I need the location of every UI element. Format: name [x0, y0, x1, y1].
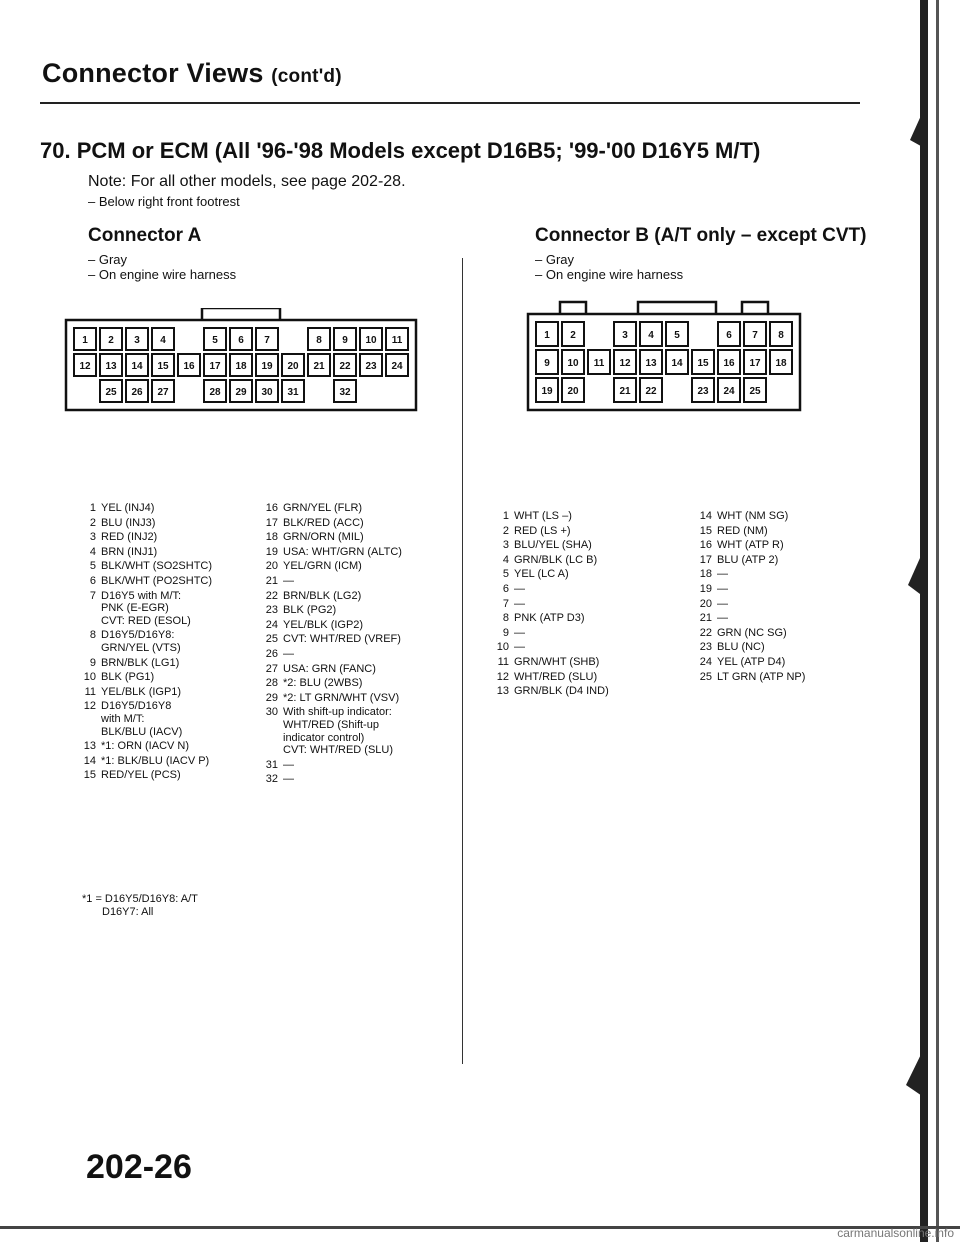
- pin-description: GRN/YEL (FLR): [283, 502, 363, 514]
- pin-label: 25: [749, 386, 761, 397]
- pin-number: 24: [265, 618, 278, 631]
- pin-description: —: [514, 641, 525, 654]
- pin-number: 11: [497, 655, 509, 668]
- pin-description: BRN (INJ1): [101, 545, 158, 558]
- footnote-line-1: *1 = D16Y5/D16Y8: A/T: [82, 893, 198, 905]
- pin-number: 8: [502, 612, 509, 625]
- footnote: [82, 893, 198, 919]
- pin-row: [489, 539, 679, 552]
- pin-number: 17: [265, 516, 278, 529]
- pin-row: [489, 671, 679, 684]
- pin-label: 1: [82, 335, 88, 346]
- pin-label: 30: [261, 387, 273, 398]
- pin-number: 7: [89, 589, 96, 602]
- pin-number: 9: [89, 656, 96, 669]
- pin-row: [692, 510, 882, 523]
- pin-description: GRN (NC SG): [717, 626, 787, 639]
- binding-marks-graphic: [880, 0, 960, 1242]
- pin-description: YEL/BLK (IGP1): [101, 685, 182, 698]
- pin-row: [489, 583, 679, 596]
- connector-a-title: Connector A: [88, 225, 202, 246]
- pin-description: D16Y5/D16Y8: GRN/YEL (VTS): [101, 629, 181, 654]
- connector-a-face-diagram: [50, 308, 450, 413]
- pin-number: 31: [265, 758, 278, 771]
- pin-row: [258, 706, 458, 756]
- pin-row: [258, 677, 458, 690]
- pin-label: 3: [134, 335, 140, 346]
- pin-number: 28: [265, 677, 278, 690]
- pin-number: 2: [502, 524, 509, 537]
- pin-row: [76, 657, 272, 670]
- pin-description: *2: BLU (2WBS): [283, 677, 363, 690]
- column-divider: [462, 258, 463, 1064]
- pin-label: 25: [105, 387, 117, 398]
- pin-number: 21: [699, 612, 712, 625]
- pin-row: [258, 517, 458, 530]
- pin-row: [76, 502, 272, 515]
- pin-description: WHT/RED (SLU): [514, 670, 598, 683]
- pin-number: 18: [699, 568, 712, 581]
- pin-label: 9: [544, 358, 550, 369]
- pin-description: —: [717, 568, 728, 581]
- pin-number: 12: [83, 700, 96, 713]
- pin-label: 3: [622, 330, 628, 341]
- connector-lock-tab: [638, 302, 716, 314]
- pin-label: 16: [183, 361, 195, 372]
- pin-row: [76, 531, 272, 544]
- pin-description: GRN/BLK (LC B): [514, 553, 598, 566]
- pin-description: USA: GRN (FANC): [283, 662, 376, 675]
- connector-a-pin-list-left: [76, 502, 272, 782]
- pin-row: [258, 619, 458, 632]
- pin-description: USA: WHT/GRN (ALTC): [283, 545, 402, 558]
- pin-label: 14: [671, 358, 683, 369]
- pin-label: 17: [749, 358, 761, 369]
- pin-number: 26: [265, 647, 278, 660]
- pin-number: 14: [83, 754, 96, 767]
- pin-description: YEL/BLK (IGP2): [283, 618, 364, 631]
- footnote-line-2: D16Y7: All: [102, 906, 154, 918]
- pin-label: 4: [648, 330, 654, 341]
- connector-a-harness: – On engine wire harness: [88, 267, 237, 282]
- pin-number: 5: [502, 568, 509, 581]
- pin-description: WHT (NM SG): [717, 510, 789, 522]
- pin-number: 25: [265, 633, 278, 646]
- pin-row: [692, 525, 882, 538]
- pin-row: [76, 700, 272, 738]
- pin-description: BLK/WHT (PO2SHTC): [101, 574, 213, 587]
- pin-description: WHT (LS –): [514, 510, 572, 522]
- pin-number: 5: [89, 560, 96, 573]
- pin-number: 2: [89, 516, 96, 529]
- pin-label: 19: [261, 361, 273, 372]
- pin-description: RED/YEL (PCS): [101, 769, 181, 782]
- pin-description: YEL (ATP D4): [717, 655, 786, 668]
- pin-description: YEL (LC A): [514, 568, 569, 581]
- pin-label: 26: [131, 387, 143, 398]
- pin-number: 22: [265, 589, 278, 602]
- pin-number: 10: [496, 641, 509, 654]
- pin-label: 31: [287, 387, 299, 398]
- pin-row: [692, 641, 882, 654]
- pin-label: 1: [544, 330, 550, 341]
- pin-number: 3: [89, 531, 96, 544]
- pin-description: BLK (PG1): [101, 671, 155, 684]
- pin-label: 27: [157, 387, 169, 398]
- pin-row: [258, 590, 458, 603]
- pin-number: 15: [699, 524, 712, 537]
- binding-tab-1: [910, 100, 928, 150]
- connector-b-title: Connector B (A/T only – except CVT): [535, 225, 867, 246]
- pin-number: 19: [699, 582, 712, 595]
- pin-row: [692, 656, 882, 669]
- pin-row: [489, 554, 679, 567]
- pin-row: [258, 692, 458, 705]
- pin-number: 15: [83, 769, 96, 782]
- pin-row: [258, 502, 458, 515]
- pin-row: [258, 546, 458, 559]
- pin-number: 4: [89, 545, 96, 558]
- pin-label: 10: [567, 358, 579, 369]
- connector-lock-tab: [742, 302, 768, 314]
- connector-b-pin-list-right: [692, 510, 882, 683]
- connector-a-pin-list-right: [258, 502, 458, 786]
- connector-b-face-diagram: [520, 300, 860, 412]
- pin-number: 19: [265, 545, 278, 558]
- pin-row: [692, 539, 882, 552]
- pin-label: 9: [342, 335, 348, 346]
- pin-row: [489, 525, 679, 538]
- pin-description: WHT (ATP R): [717, 539, 784, 552]
- binding-edge: [936, 0, 939, 1242]
- pin-number: 12: [496, 670, 509, 683]
- connector-a-color: – Gray: [88, 252, 128, 267]
- pin-label: 2: [570, 330, 576, 341]
- pin-description: RED (NM): [717, 524, 768, 537]
- connector-b-color: – Gray: [535, 252, 575, 267]
- pin-row: [258, 531, 458, 544]
- pin-description: D16Y5 with M/T: PNK (E-EGR) CVT: RED (ESOL): [101, 589, 191, 627]
- pin-description: With shift-up indicator: WHT/RED (Shift-up indicator control) CVT: WHT/RED (SLU): [283, 706, 393, 757]
- pin-number: 16: [699, 539, 712, 552]
- pin-label: 7: [752, 330, 758, 341]
- pin-row: [489, 510, 679, 523]
- pin-description: GRN/WHT (SHB): [514, 655, 600, 668]
- pin-number: 21: [265, 574, 278, 587]
- pin-description: BLU (ATP 2): [717, 553, 779, 566]
- pin-row: [489, 641, 679, 654]
- pin-number: 3: [502, 539, 509, 552]
- pin-label: 12: [619, 358, 631, 369]
- pin-label: 15: [697, 358, 709, 369]
- pin-description: BLU/YEL (SHA): [514, 539, 592, 552]
- pin-number: 30: [265, 706, 278, 719]
- pin-row: [76, 769, 272, 782]
- pin-description: YEL (INJ4): [101, 502, 155, 514]
- pin-row: [692, 627, 882, 640]
- pin-row: [258, 759, 458, 772]
- pin-description: —: [717, 582, 728, 595]
- pin-description: CVT: WHT/RED (VREF): [283, 633, 401, 646]
- pin-label: 23: [365, 361, 377, 372]
- pin-row: [692, 671, 882, 684]
- pin-number: 1: [89, 502, 96, 514]
- connector-lock-tab: [202, 308, 280, 320]
- pin-label: 16: [723, 358, 735, 369]
- pin-description: D16Y5/D16Y8 with M/T: BLK/BLU (IACV): [101, 700, 183, 738]
- pin-label: 29: [235, 387, 247, 398]
- pin-row: [489, 568, 679, 581]
- pin-label: 2: [108, 335, 114, 346]
- page-title: [42, 58, 342, 89]
- connector-b-harness: – On engine wire harness: [535, 267, 684, 282]
- pin-description: GRN/BLK (D4 IND): [514, 685, 609, 698]
- pin-label: 5: [212, 335, 218, 346]
- pin-row: [76, 560, 272, 573]
- pin-description: GRN/ORN (MIL): [283, 531, 364, 544]
- pin-number: 20: [265, 560, 278, 573]
- pin-label: 5: [674, 330, 680, 341]
- pin-number: 13: [496, 685, 509, 698]
- pin-row: [258, 663, 458, 676]
- pin-row: [258, 773, 458, 786]
- pin-number: 25: [699, 670, 712, 683]
- pin-label: 24: [391, 361, 403, 372]
- pin-row: [258, 648, 458, 661]
- pin-row: [76, 629, 272, 654]
- pin-label: 21: [619, 386, 631, 397]
- pin-number: 14: [699, 510, 712, 522]
- pin-number: 7: [502, 597, 509, 610]
- pin-label: 8: [778, 330, 784, 341]
- pin-row: [489, 656, 679, 669]
- pin-label: 6: [238, 335, 244, 346]
- binding-tab-2: [908, 540, 928, 600]
- pin-label: 8: [316, 335, 322, 346]
- pin-number: 8: [89, 629, 96, 642]
- connector-lock-tab: [560, 302, 586, 314]
- pin-description: —: [283, 773, 294, 786]
- pin-description: BRN/BLK (LG1): [101, 656, 180, 669]
- pin-description: —: [283, 574, 294, 587]
- pin-description: YEL/GRN (ICM): [283, 560, 362, 573]
- pin-description: *1: BLK/BLU (IACV P): [101, 754, 210, 767]
- pin-label: 14: [131, 361, 143, 372]
- pin-description: PNK (ATP D3): [514, 612, 585, 625]
- pin-number: 4: [502, 553, 509, 566]
- pin-row: [692, 568, 882, 581]
- pin-label: 28: [209, 387, 221, 398]
- pin-description: —: [514, 597, 525, 610]
- page-title-main: Connector Views: [42, 58, 264, 88]
- pin-row: [258, 560, 458, 573]
- page-number: 202-26: [86, 1148, 192, 1186]
- pin-description: —: [283, 647, 294, 660]
- pin-label: 15: [157, 361, 169, 372]
- pin-description: —: [514, 626, 525, 639]
- pin-row: [692, 583, 882, 596]
- pin-number: 23: [699, 641, 712, 654]
- pin-number: 32: [265, 773, 278, 786]
- section-note: Note: For all other models, see page 202-28.: [88, 173, 406, 190]
- pin-description: BLU (NC): [717, 641, 765, 654]
- connector-b-details: [535, 252, 683, 282]
- pin-row: [258, 633, 458, 646]
- pin-row: [76, 686, 272, 699]
- pin-label: 20: [287, 361, 299, 372]
- pin-description: —: [717, 597, 728, 610]
- pin-number: 18: [265, 531, 278, 544]
- pin-row: [76, 590, 272, 628]
- pin-description: BLK/WHT (SO2SHTC): [101, 560, 213, 573]
- pin-row: [489, 627, 679, 640]
- header-rule: [40, 102, 860, 104]
- pin-number: 29: [265, 691, 278, 704]
- pin-number: 1: [502, 510, 509, 522]
- pin-description: BRN/BLK (LG2): [283, 589, 362, 602]
- pin-number: 17: [699, 553, 712, 566]
- pin-label: 20: [567, 386, 579, 397]
- pin-label: 17: [209, 361, 221, 372]
- pin-label: 24: [723, 386, 735, 397]
- pin-number: 16: [265, 502, 278, 514]
- pin-row: [76, 517, 272, 530]
- pin-description: BLU (INJ3): [101, 516, 156, 529]
- pin-row: [76, 575, 272, 588]
- binding-tab-3: [906, 1040, 928, 1100]
- pin-label: 12: [79, 361, 91, 372]
- pin-label: 4: [160, 335, 166, 346]
- pin-row: [489, 685, 679, 698]
- pin-number: 20: [699, 597, 712, 610]
- pin-row: [76, 740, 272, 753]
- pin-label: 6: [726, 330, 732, 341]
- pin-row: [692, 554, 882, 567]
- pin-number: 13: [83, 740, 96, 753]
- pin-description: BLK (PG2): [283, 604, 337, 617]
- pin-row: [692, 612, 882, 625]
- pin-row: [489, 612, 679, 625]
- pin-label: 13: [645, 358, 657, 369]
- pin-number: 9: [502, 626, 509, 639]
- pin-number: 6: [502, 582, 509, 595]
- pin-label: 13: [105, 361, 117, 372]
- pin-number: 22: [699, 626, 712, 639]
- pin-row: [76, 755, 272, 768]
- pin-number: 24: [699, 655, 712, 668]
- pin-label: 18: [775, 358, 787, 369]
- pin-row: [76, 546, 272, 559]
- pin-row: [489, 598, 679, 611]
- pin-number: 23: [265, 604, 278, 617]
- pin-description: LT GRN (ATP NP): [717, 670, 806, 683]
- pin-label: 19: [541, 386, 553, 397]
- connector-b-pin-list-left: [489, 510, 679, 698]
- watermark: carmanualsonline.info: [837, 1226, 954, 1240]
- pin-description: RED (INJ2): [101, 531, 158, 544]
- pin-row: [258, 604, 458, 617]
- pin-number: 6: [89, 574, 96, 587]
- pin-label: 22: [339, 361, 351, 372]
- pin-label: 22: [645, 386, 657, 397]
- pin-label: 23: [697, 386, 709, 397]
- pin-label: 11: [593, 358, 605, 369]
- pin-label: 21: [313, 361, 325, 372]
- pin-description: BLK/RED (ACC): [283, 516, 364, 529]
- pin-description: —: [717, 612, 728, 625]
- pin-number: 27: [265, 662, 278, 675]
- pin-number: 10: [83, 671, 96, 684]
- pin-label: 7: [264, 335, 270, 346]
- pin-label: 11: [391, 335, 403, 346]
- pin-label: 10: [365, 335, 377, 346]
- pin-row: [258, 575, 458, 588]
- pin-description: RED (LS +): [514, 524, 571, 537]
- bottom-rule: [0, 1226, 960, 1229]
- connector-location: – Below right front footrest: [88, 194, 240, 209]
- pin-row: [692, 598, 882, 611]
- pin-description: *2: LT GRN/WHT (VSV): [283, 691, 400, 704]
- pin-description: *1: ORN (IACV N): [101, 740, 190, 753]
- pin-row: [76, 671, 272, 684]
- connector-a-details: [88, 252, 236, 282]
- section-title: 70. PCM or ECM (All '96-'98 Models except D16B5; '99-'00 D16Y5 M/T): [40, 138, 761, 163]
- page-title-subtitle: (cont'd): [271, 66, 342, 87]
- pin-label: 32: [339, 387, 351, 398]
- pin-description: —: [514, 582, 525, 595]
- pin-number: 11: [84, 685, 96, 698]
- pin-label: 18: [235, 361, 247, 372]
- pin-description: —: [283, 758, 294, 771]
